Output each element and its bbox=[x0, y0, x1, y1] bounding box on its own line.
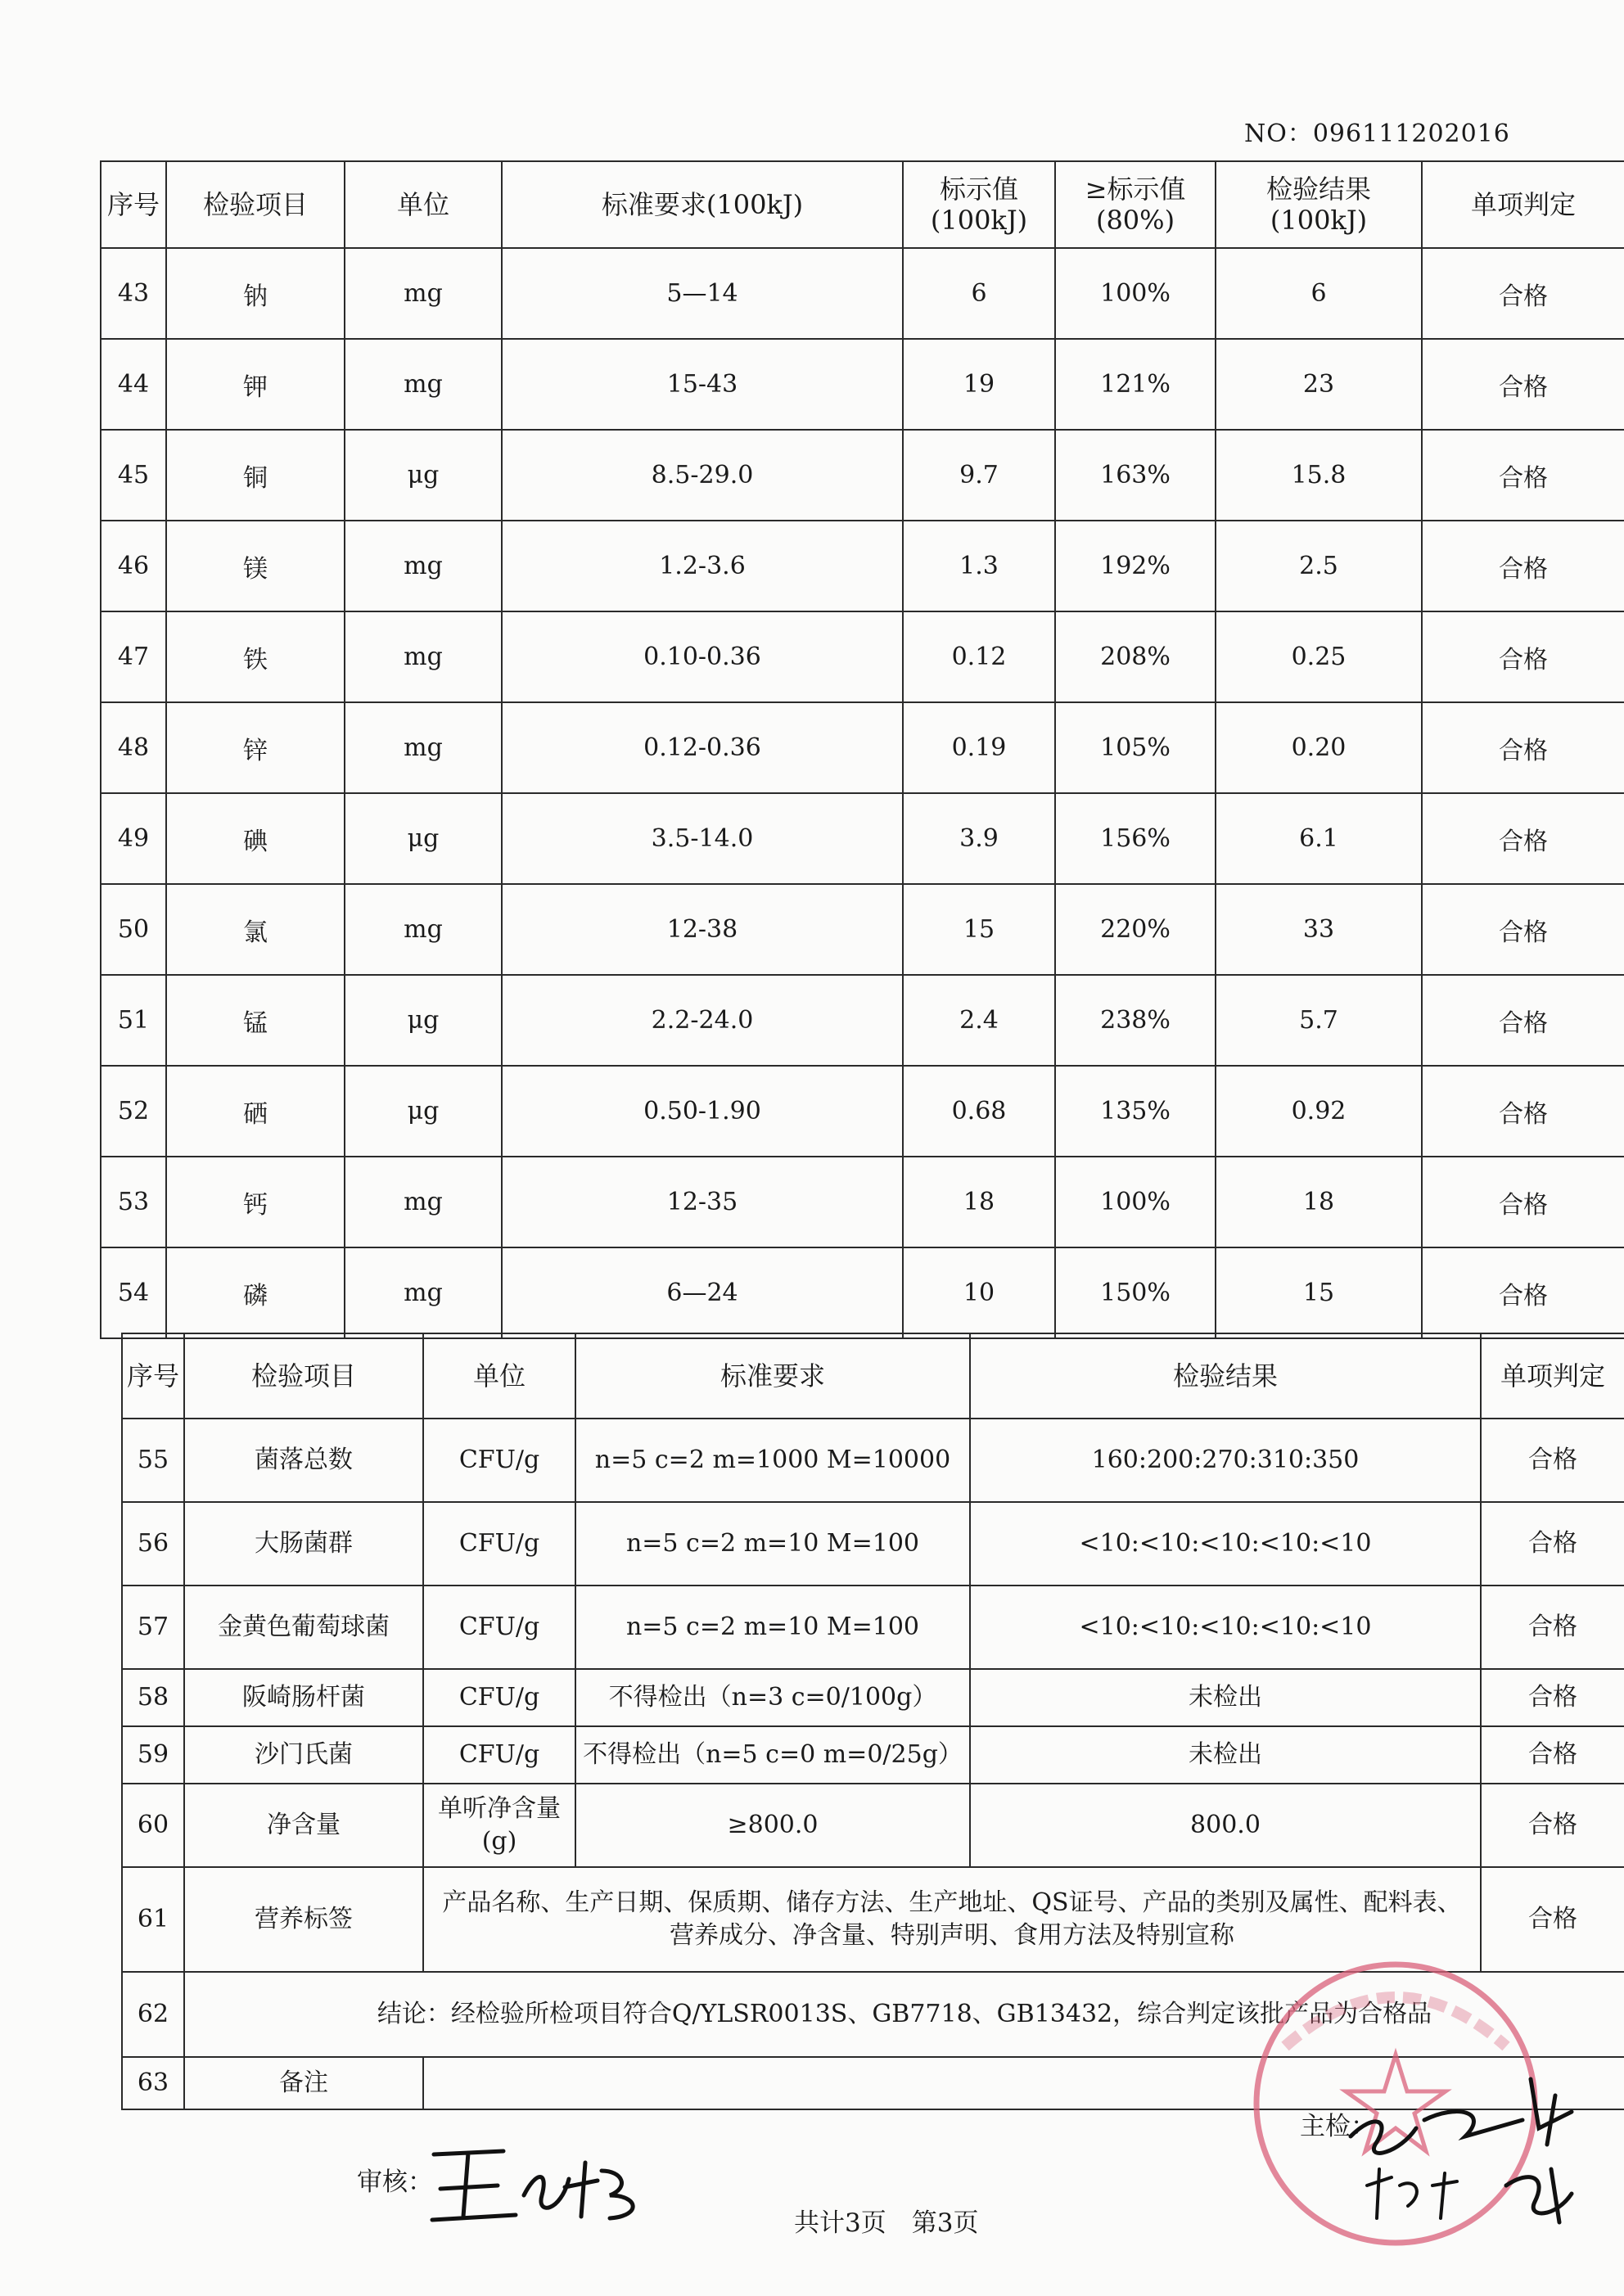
cell-item: 铜 bbox=[166, 430, 345, 521]
header-seq: 序号 bbox=[122, 1333, 184, 1419]
table-row bbox=[101, 339, 1624, 430]
cell-standard: 0.10-0.36 bbox=[502, 611, 903, 702]
cell-item: 钠 bbox=[166, 248, 345, 339]
cell-unit: μg bbox=[345, 793, 502, 884]
cell-judge: 合格 bbox=[1422, 702, 1624, 793]
cell-seq: 50 bbox=[101, 884, 166, 975]
cell-label-value: 19 bbox=[903, 339, 1055, 430]
cell-judge: 合格 bbox=[1422, 1157, 1624, 1247]
cell-judge: 合格 bbox=[1481, 1784, 1624, 1867]
table-header-row bbox=[122, 1333, 1624, 1419]
reviewer-signature bbox=[426, 2138, 671, 2228]
table-row bbox=[101, 702, 1624, 793]
cell-judge: 合格 bbox=[1422, 521, 1624, 611]
cell-label-value: 1.3 bbox=[903, 521, 1055, 611]
cell-standard: 15-43 bbox=[502, 339, 903, 430]
cell-pct: 105% bbox=[1055, 702, 1216, 793]
table-row bbox=[101, 248, 1624, 339]
table-row bbox=[122, 1502, 1624, 1586]
nutrient-table bbox=[100, 160, 1624, 1339]
inspector-signature bbox=[1342, 2063, 1621, 2226]
cell-judge: 合格 bbox=[1481, 1867, 1624, 1972]
cell-standard: 12-35 bbox=[502, 1157, 903, 1247]
cell-label-value: 9.7 bbox=[903, 430, 1055, 521]
table-row bbox=[122, 1586, 1624, 1669]
cell-label-value: 15 bbox=[903, 884, 1055, 975]
cell-unit: CFU/g bbox=[423, 1669, 575, 1726]
cell-item: 菌落总数 bbox=[184, 1419, 423, 1502]
cell-judge: 合格 bbox=[1422, 339, 1624, 430]
cell-judge: 合格 bbox=[1422, 975, 1624, 1066]
cell-pct: 238% bbox=[1055, 975, 1216, 1066]
cell-item: 阪崎肠杆菌 bbox=[184, 1669, 423, 1726]
header-judgement: 单项判定 bbox=[1481, 1333, 1624, 1419]
cell-standard: 5—14 bbox=[502, 248, 903, 339]
header-pct: ≥标示值 (80%) bbox=[1055, 161, 1216, 248]
cell-pct: 220% bbox=[1055, 884, 1216, 975]
cell-item: 镁 bbox=[166, 521, 345, 611]
cell-unit: mg bbox=[345, 248, 502, 339]
table-row bbox=[101, 1157, 1624, 1247]
cell-judge: 合格 bbox=[1481, 1586, 1624, 1669]
cell-seq: 53 bbox=[101, 1157, 166, 1247]
cell-pct: 163% bbox=[1055, 430, 1216, 521]
cell-standard: n=5 c=2 m=10 M=100 bbox=[575, 1502, 970, 1586]
cell-unit: mg bbox=[345, 1157, 502, 1247]
table-header-row bbox=[101, 161, 1624, 248]
cell-seq: 52 bbox=[101, 1066, 166, 1157]
table-row bbox=[122, 1419, 1624, 1502]
header-standard: 标准要求(100kJ) bbox=[502, 161, 903, 248]
cell-item: 锌 bbox=[166, 702, 345, 793]
cell-result: 未检出 bbox=[970, 1669, 1481, 1726]
cell-pct: 192% bbox=[1055, 521, 1216, 611]
cell-seq: 54 bbox=[101, 1247, 166, 1338]
table-row bbox=[101, 793, 1624, 884]
cell-standard: n=5 c=2 m=10 M=100 bbox=[575, 1586, 970, 1669]
cell-unit: mg bbox=[345, 521, 502, 611]
cell-pct: 150% bbox=[1055, 1247, 1216, 1338]
cell-result: 18 bbox=[1216, 1157, 1422, 1247]
cell-standard: 3.5-14.0 bbox=[502, 793, 903, 884]
table-row bbox=[101, 521, 1624, 611]
cell-seq: 51 bbox=[101, 975, 166, 1066]
cell-seq: 46 bbox=[101, 521, 166, 611]
header-judgement: 单项判定 bbox=[1422, 161, 1624, 248]
table-row bbox=[122, 1669, 1624, 1726]
cell-unit: μg bbox=[345, 975, 502, 1066]
cell-seq: 59 bbox=[122, 1726, 184, 1784]
cell-item: 备注 bbox=[184, 2057, 423, 2109]
cell-item: 钾 bbox=[166, 339, 345, 430]
cell-judge: 合格 bbox=[1481, 1419, 1624, 1502]
header-item: 检验项目 bbox=[166, 161, 345, 248]
cell-result: 0.25 bbox=[1216, 611, 1422, 702]
cell-item: 氯 bbox=[166, 884, 345, 975]
cell-standard: 0.12-0.36 bbox=[502, 702, 903, 793]
report-number: NO：096111202016 bbox=[1244, 120, 1510, 148]
cell-item: 锰 bbox=[166, 975, 345, 1066]
cell-item: 净含量 bbox=[184, 1784, 423, 1867]
table-row bbox=[101, 884, 1624, 975]
cell-unit: mg bbox=[345, 611, 502, 702]
cell-seq: 48 bbox=[101, 702, 166, 793]
cell-pct: 100% bbox=[1055, 1157, 1216, 1247]
cell-standard: 6—24 bbox=[502, 1247, 903, 1338]
cell-unit: mg bbox=[345, 1247, 502, 1338]
table-row bbox=[101, 1066, 1624, 1157]
cell-label-content: 产品名称、生产日期、保质期、储存方法、生产地址、QS证号、产品的类别及属性、配料表、营养成分、净含量、特别声明、食用方法及特别宣称 bbox=[423, 1867, 1481, 1972]
cell-pct: 100% bbox=[1055, 248, 1216, 339]
header-seq: 序号 bbox=[101, 161, 166, 248]
cell-seq: 43 bbox=[101, 248, 166, 339]
cell-pct: 121% bbox=[1055, 339, 1216, 430]
cell-result: 0.20 bbox=[1216, 702, 1422, 793]
header-item: 检验项目 bbox=[184, 1333, 423, 1419]
cell-result: 23 bbox=[1216, 339, 1422, 430]
cell-standard: 1.2-3.6 bbox=[502, 521, 903, 611]
cell-seq: 47 bbox=[101, 611, 166, 702]
cell-result: 5.7 bbox=[1216, 975, 1422, 1066]
table-row bbox=[122, 1726, 1624, 1784]
cell-result: 33 bbox=[1216, 884, 1422, 975]
cell-item: 金黄色葡萄球菌 bbox=[184, 1586, 423, 1669]
cell-judge: 合格 bbox=[1422, 1247, 1624, 1338]
cell-seq: 56 bbox=[122, 1502, 184, 1586]
cell-seq: 55 bbox=[122, 1419, 184, 1502]
cell-standard: 12-38 bbox=[502, 884, 903, 975]
cell-item: 沙门氏菌 bbox=[184, 1726, 423, 1784]
cell-item: 碘 bbox=[166, 793, 345, 884]
cell-result: <10:<10:<10:<10:<10 bbox=[970, 1586, 1481, 1669]
cell-seq: 61 bbox=[122, 1867, 184, 1972]
cell-seq: 49 bbox=[101, 793, 166, 884]
cell-item: 铁 bbox=[166, 611, 345, 702]
cell-judge: 合格 bbox=[1481, 1669, 1624, 1726]
cell-result: 800.0 bbox=[970, 1784, 1481, 1867]
cell-unit: mg bbox=[345, 339, 502, 430]
cell-standard: ≥800.0 bbox=[575, 1784, 970, 1867]
inspector-label: 主检： bbox=[1300, 2112, 1376, 2141]
cell-unit: μg bbox=[345, 1066, 502, 1157]
cell-item: 钙 bbox=[166, 1157, 345, 1247]
cell-label-value: 18 bbox=[903, 1157, 1055, 1247]
cell-result: <10:<10:<10:<10:<10 bbox=[970, 1502, 1481, 1586]
cell-result: 160:200:270:310:350 bbox=[970, 1419, 1481, 1502]
cell-unit: CFU/g bbox=[423, 1502, 575, 1586]
cell-result: 未检出 bbox=[970, 1726, 1481, 1784]
cell-unit: CFU/g bbox=[423, 1419, 575, 1502]
cell-unit: 单听净含量(g) bbox=[423, 1784, 575, 1867]
table-row bbox=[101, 975, 1624, 1066]
cell-result: 2.5 bbox=[1216, 521, 1422, 611]
cell-judge: 合格 bbox=[1422, 430, 1624, 521]
header-unit: 单位 bbox=[345, 161, 502, 248]
header-standard: 标准要求 bbox=[575, 1333, 970, 1419]
reviewer-label: 审核： bbox=[357, 2167, 433, 2197]
cell-pct: 208% bbox=[1055, 611, 1216, 702]
cell-label-value: 0.68 bbox=[903, 1066, 1055, 1157]
cell-seq: 60 bbox=[122, 1784, 184, 1867]
header-result: 检验结果 bbox=[970, 1333, 1481, 1419]
cell-judge: 合格 bbox=[1422, 793, 1624, 884]
cell-seq: 62 bbox=[122, 1972, 184, 2057]
cell-label-value: 6 bbox=[903, 248, 1055, 339]
table-row bbox=[101, 1247, 1624, 1338]
table-row bbox=[101, 611, 1624, 702]
cell-result: 15.8 bbox=[1216, 430, 1422, 521]
table-row bbox=[101, 430, 1624, 521]
cell-standard: 0.50-1.90 bbox=[502, 1066, 903, 1157]
cell-standard: 8.5-29.0 bbox=[502, 430, 903, 521]
page-count: 共计3页 第3页 bbox=[794, 2208, 979, 2238]
cell-seq: 58 bbox=[122, 1669, 184, 1726]
cell-item: 大肠菌群 bbox=[184, 1502, 423, 1586]
cell-result: 6.1 bbox=[1216, 793, 1422, 884]
cell-seq: 57 bbox=[122, 1586, 184, 1669]
cell-label-value: 0.12 bbox=[903, 611, 1055, 702]
table-row bbox=[122, 1784, 1624, 1867]
cell-standard: 不得检出（n=3 c=0/100g） bbox=[575, 1669, 970, 1726]
cell-judge: 合格 bbox=[1422, 1066, 1624, 1157]
cell-item: 营养标签 bbox=[184, 1867, 423, 1972]
cell-pct: 156% bbox=[1055, 793, 1216, 884]
cell-label-value: 3.9 bbox=[903, 793, 1055, 884]
cell-unit: CFU/g bbox=[423, 1726, 575, 1784]
cell-standard: 2.2-24.0 bbox=[502, 975, 903, 1066]
cell-unit: mg bbox=[345, 884, 502, 975]
cell-item: 磷 bbox=[166, 1247, 345, 1338]
cell-judge: 合格 bbox=[1481, 1726, 1624, 1784]
cell-label-value: 10 bbox=[903, 1247, 1055, 1338]
cell-unit: mg bbox=[345, 702, 502, 793]
cell-judge: 合格 bbox=[1481, 1502, 1624, 1586]
cell-item: 硒 bbox=[166, 1066, 345, 1157]
cell-result: 6 bbox=[1216, 248, 1422, 339]
cell-label-value: 0.19 bbox=[903, 702, 1055, 793]
cell-pct: 135% bbox=[1055, 1066, 1216, 1157]
cell-result: 0.92 bbox=[1216, 1066, 1422, 1157]
cell-result: 15 bbox=[1216, 1247, 1422, 1338]
header-result: 检验结果 (100kJ) bbox=[1216, 161, 1422, 248]
cell-unit: CFU/g bbox=[423, 1586, 575, 1669]
cell-standard: 不得检出（n=5 c=0 m=0/25g） bbox=[575, 1726, 970, 1784]
header-label-value: 标示值 (100kJ) bbox=[903, 161, 1055, 248]
conclusion-text: 结论：经检验所检项目符合Q/YLSR0013S、GB7718、GB13432，综合判定该批产品为合格品 bbox=[184, 1972, 1624, 2057]
cell-seq: 44 bbox=[101, 339, 166, 430]
cell-judge: 合格 bbox=[1422, 611, 1624, 702]
cell-seq: 45 bbox=[101, 430, 166, 521]
cell-unit: μg bbox=[345, 430, 502, 521]
cell-label-value: 2.4 bbox=[903, 975, 1055, 1066]
cell-seq: 63 bbox=[122, 2057, 184, 2109]
cell-judge: 合格 bbox=[1422, 884, 1624, 975]
cell-standard: n=5 c=2 m=1000 M=10000 bbox=[575, 1419, 970, 1502]
header-unit: 单位 bbox=[423, 1333, 575, 1419]
cell-judge: 合格 bbox=[1422, 248, 1624, 339]
